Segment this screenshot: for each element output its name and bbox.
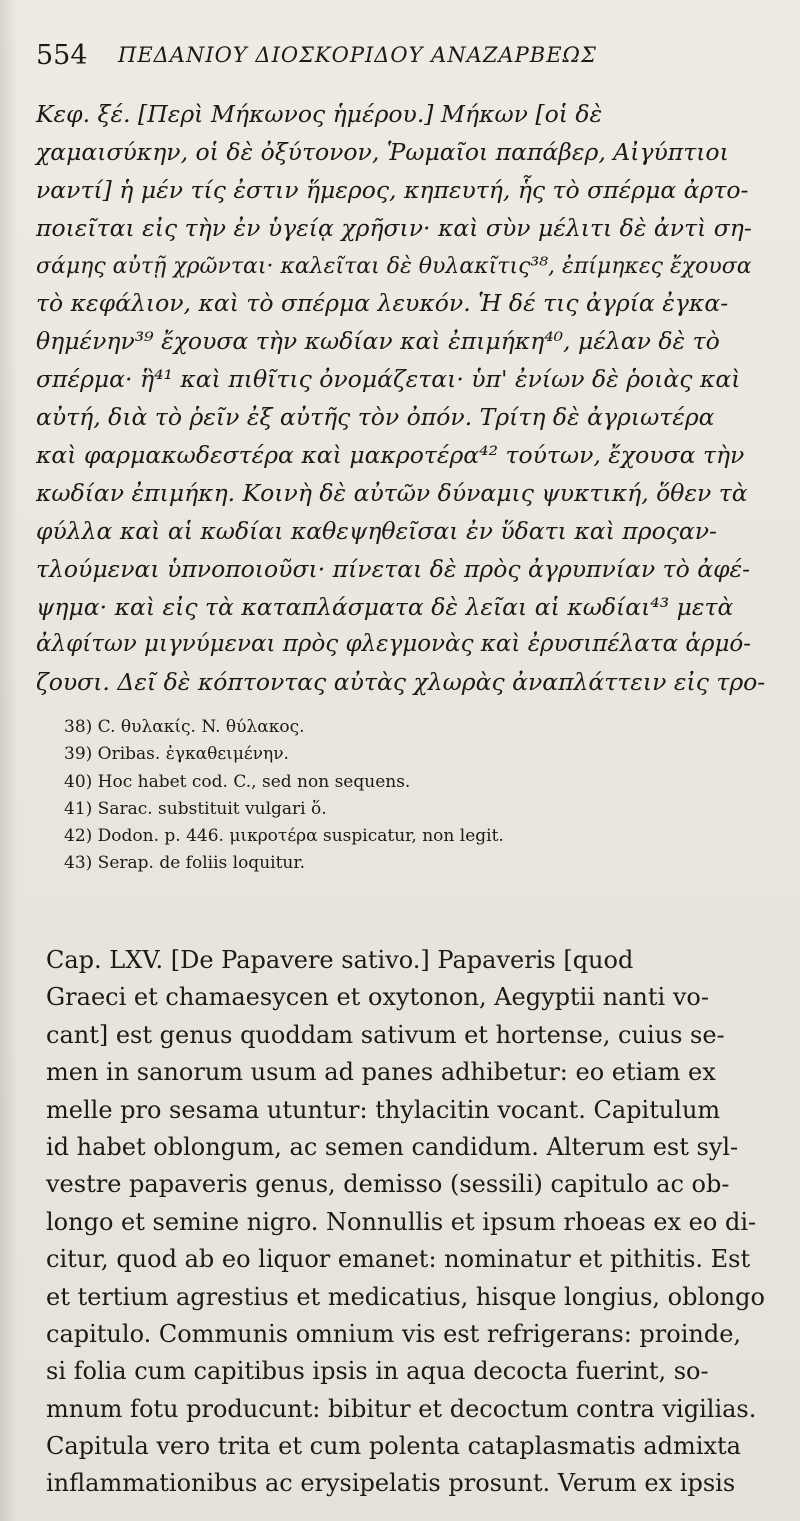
page-number: 554 xyxy=(36,40,88,71)
footnote: 39) Oribas. ἐγκαθειμένην. xyxy=(64,744,289,765)
greek-line: καὶ φαρμακωδεστέρα καὶ μακροτέρα⁴² τούτων, ἔχουσα τὴν xyxy=(36,441,745,470)
latin-line: Capitula vero trita et cum polenta cataplasmatis admixta xyxy=(46,1432,741,1461)
greek-line: κωδίαν ἐπιμήκη. Κοινὴ δὲ αὐτῶν δύναμις ψυκτική, ὅθεν τὰ xyxy=(36,478,748,507)
latin-line: longo et semine nigro. Nonnullis et ipsum rhoeas ex eo di- xyxy=(46,1207,757,1236)
footnote: 41) Sarac. substituit vulgari ὅ. xyxy=(64,798,327,819)
greek-text-block xyxy=(36,96,766,702)
greek-line: ποιεῖται εἰς τὴν ἐν ὑγείᾳ χρῆσιν· καὶ σὺν μέλιτι δὲ ἀντὶ ση- xyxy=(36,213,752,242)
latin-line: men in sanorum usum ad panes adhibetur: eo etiam ex xyxy=(46,1058,716,1087)
greek-line: Κεφ. ξέ. [Περὶ Μήκωνος ἡμέρου.] Μήκων [οἱ δὲ xyxy=(36,100,603,128)
greek-line: χαμαισύκην, οἱ δὲ ὀξύτονον, Ῥωμαῖοι παπάβερ, Αἰγύπτιοι xyxy=(36,137,729,166)
latin-line: capitulo. Communis omnium vis est refrigerans: proinde, xyxy=(46,1319,742,1348)
greek-line: ναντί] ἡ μέν τίς ἐστιν ἥμερος, κηπευτή, ἧς τὸ σπέρμα ἀρτο- xyxy=(36,175,749,204)
latin-line: Graeci et chamaesycen et oxytonon, Aegyptii nanti vo- xyxy=(46,983,709,1012)
greek-line: ψημα· καὶ εἰς τὰ καταπλάσματα δὲ λεῖαι αἱ κωδίαι⁴³ μετὰ xyxy=(36,592,734,621)
greek-line: ἀλφίτων μιγνύμεναι πρὸς φλεγμονὰς καὶ ἐρυσιπέλατα ἁρμό- xyxy=(36,631,752,658)
latin-line: Cap. LXV. [De Papavere sativo.] Papaveris [quod xyxy=(46,946,634,974)
latin-line: id habet oblongum, ac semen candidum. Alterum est syl- xyxy=(46,1132,739,1161)
greek-line: σπέρμα· ἣ⁴¹ καὶ πιθῖτις ὀνομάζεται· ὑπ' ἐνίων δὲ ῥοιὰς καὶ xyxy=(36,365,741,394)
latin-line: cant] est genus quoddam sativum et hortense, cuius se- xyxy=(46,1020,725,1049)
running-title: ΠΕΔΑΝΙΟΥ ΔΙΟΣΚΟΡΙΔΟΥ ΑΝΑΖΑΡΒΕΩΣ xyxy=(118,43,597,67)
latin-text-block xyxy=(46,942,766,1503)
latin-line: melle pro sesama utuntur: thylacitin vocant. Capitulum xyxy=(46,1095,721,1124)
greek-line: θημένην³⁹ ἔχουσα τὴν κωδίαν καὶ ἐπιμήκη⁴⁰, μέλαν δὲ τὸ xyxy=(36,327,720,356)
footnote: 42) Dodon. p. 446. μικροτέρα suspicatur, non legit. xyxy=(64,826,504,847)
greek-line: τὸ κεφάλιον, καὶ τὸ σπέρμα λευκόν. Ἡ δέ τις ἀγρία ἐγκα- xyxy=(36,289,729,318)
latin-line: citur, quod ab eo liquor emanet: nominatur et pithitis. Est xyxy=(46,1245,751,1274)
latin-line: et tertium agrestius et medicatius, hisque longius, oblongo xyxy=(46,1282,765,1311)
latin-line: si folia cum capitibus ipsis in aqua decocta fuerint, so- xyxy=(46,1357,709,1386)
greek-line: ζουσι. Δεῖ δὲ κόπτοντας αὐτὰς χλωρὰς ἀναπλάττειν εἰς τρο- xyxy=(36,668,766,697)
greek-line: φύλλα καὶ αἱ κωδίαι καθεψηθεῖσαι ἐν ὕδατι καὶ προςαν- xyxy=(36,516,717,545)
latin-line: mnum fotu producunt: bibitur et decoctum contra vigilias. xyxy=(46,1394,757,1423)
footnote: 38) C. θυλακίς. N. θύλακος. xyxy=(64,717,305,737)
footnote: 40) Hoc habet cod. C., sed non sequens. xyxy=(64,771,411,792)
footnotes xyxy=(64,714,754,878)
greek-line: αὐτή, διὰ τὸ ῥεῖν ἐξ αὐτῆς τὸν ὀπόν. Τρίτη δὲ ἀγριωτέρα xyxy=(36,403,715,432)
footnote: 43) Serap. de foliis loquitur. xyxy=(64,853,306,874)
running-head xyxy=(36,40,766,80)
latin-line: inflammationibus ac erysipelatis prosunt. Verum ex ipsis xyxy=(46,1469,736,1498)
greek-line: τλούμεναι ὑπνοποιοῦσι· πίνεται δὲ πρὸς ἀγρυπνίαν τὸ ἀφέ- xyxy=(36,554,751,583)
greek-line: σάμης αὐτῇ χρῶνται· καλεῖται δὲ θυλακῖτις³⁸, ἐπίμηκες ἔχουσα xyxy=(36,253,752,279)
latin-line: vestre papaveris genus, demisso (sessili) capitulo ac ob- xyxy=(46,1170,730,1199)
